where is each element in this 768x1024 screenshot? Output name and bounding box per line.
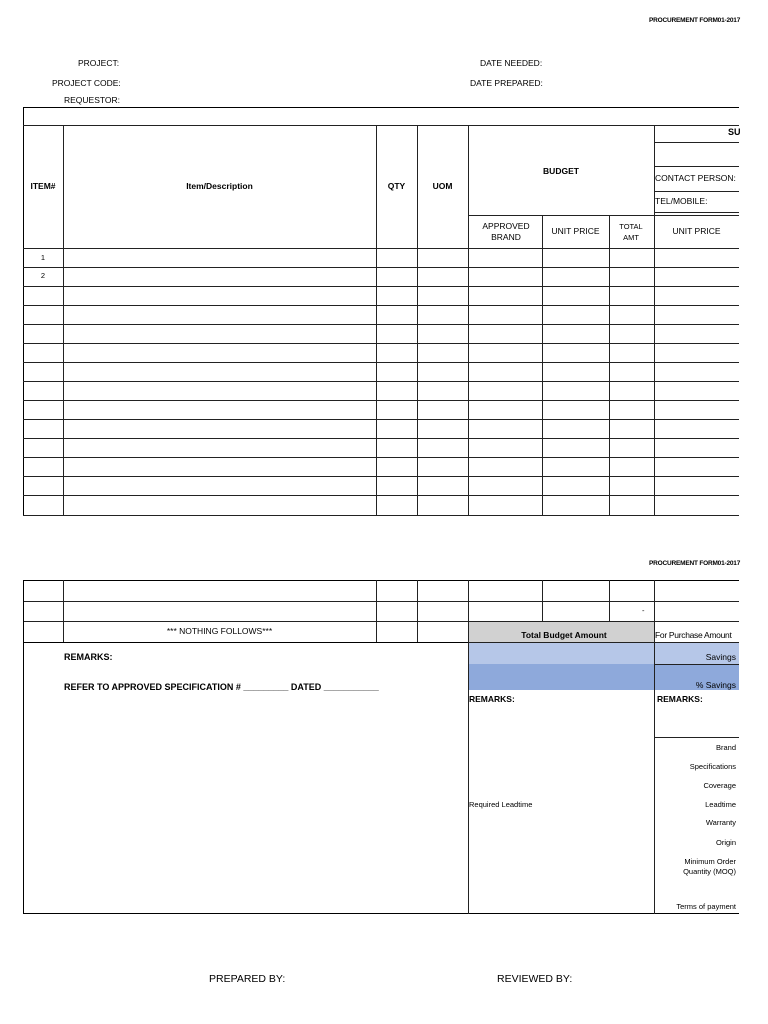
col-item-header: ITEM#: [30, 181, 56, 191]
reviewed-by-label: REVIEWED BY:: [497, 973, 573, 985]
project-code-label: PROJECT CODE:: [52, 78, 121, 88]
contact-person-label: CONTACT PERSON:: [655, 173, 736, 183]
supplier-field-leadtime: Leadtime: [705, 800, 736, 809]
unit-price-header: UNIT PRICE: [551, 226, 600, 236]
form-code: PROCUREMENT FORM01-2017: [649, 17, 741, 24]
supplier-field-warranty: Warranty: [705, 818, 736, 827]
col-uom-header: UOM: [432, 181, 453, 191]
supplier-field-origin: Origin: [715, 838, 736, 847]
row-number-1: 1: [40, 253, 46, 262]
dash-value: -: [642, 606, 645, 615]
total-amt-header: TOTAL AMT: [619, 222, 643, 242]
prepared-by-label: PREPARED BY:: [209, 973, 286, 985]
supplier-field-specifications: Specifications: [689, 762, 736, 771]
savings-label: Savings: [705, 652, 736, 662]
supplier-field-terms: Terms of payment: [676, 902, 736, 911]
remarks-left-label: REMARKS:: [64, 652, 113, 662]
remarks-budget-label: REMARKS:: [469, 694, 515, 704]
form-code-page2: PROCUREMENT FORM01-2017: [649, 560, 741, 567]
supplier-field-coverage: Coverage: [703, 781, 736, 790]
supplier-field-brand: Brand: [715, 743, 736, 752]
remarks-supplier-label: REMARKS:: [657, 694, 703, 704]
supplier-header-partial: SU: [728, 127, 741, 137]
project-label: PROJECT:: [78, 58, 120, 68]
required-leadtime-label: Required Leadtime: [469, 800, 533, 809]
supplier-field-moq: Minimum Order Quantity (MOQ): [683, 857, 736, 876]
nothing-follows: *** NOTHING FOLLOWS***: [166, 626, 273, 636]
total-budget-amount-label: Total Budget Amount: [521, 630, 607, 640]
date-needed-label: DATE NEEDED:: [480, 58, 543, 68]
requestor-label: REQUESTOR:: [64, 95, 121, 105]
approved-brand-header: APPROVED BRAND: [482, 221, 530, 242]
date-prepared-label: DATE PREPARED:: [470, 78, 543, 88]
budget-header: BUDGET: [543, 166, 579, 176]
for-purchase-amount-label: For Purchase Amount: [655, 630, 732, 640]
col-qty-header: QTY: [387, 181, 406, 191]
col-description-header: Item/Description: [186, 181, 253, 191]
tel-mobile-label: TEL/MOBILE:: [655, 196, 708, 206]
supplier-unit-price-header: UNIT PRICE: [672, 226, 721, 236]
refer-spec-line: REFER TO APPROVED SPECIFICATION # _________ DATED ___________: [64, 682, 379, 692]
row-number-2: 2: [40, 271, 46, 280]
pct-savings-label: % Savings: [695, 680, 736, 690]
